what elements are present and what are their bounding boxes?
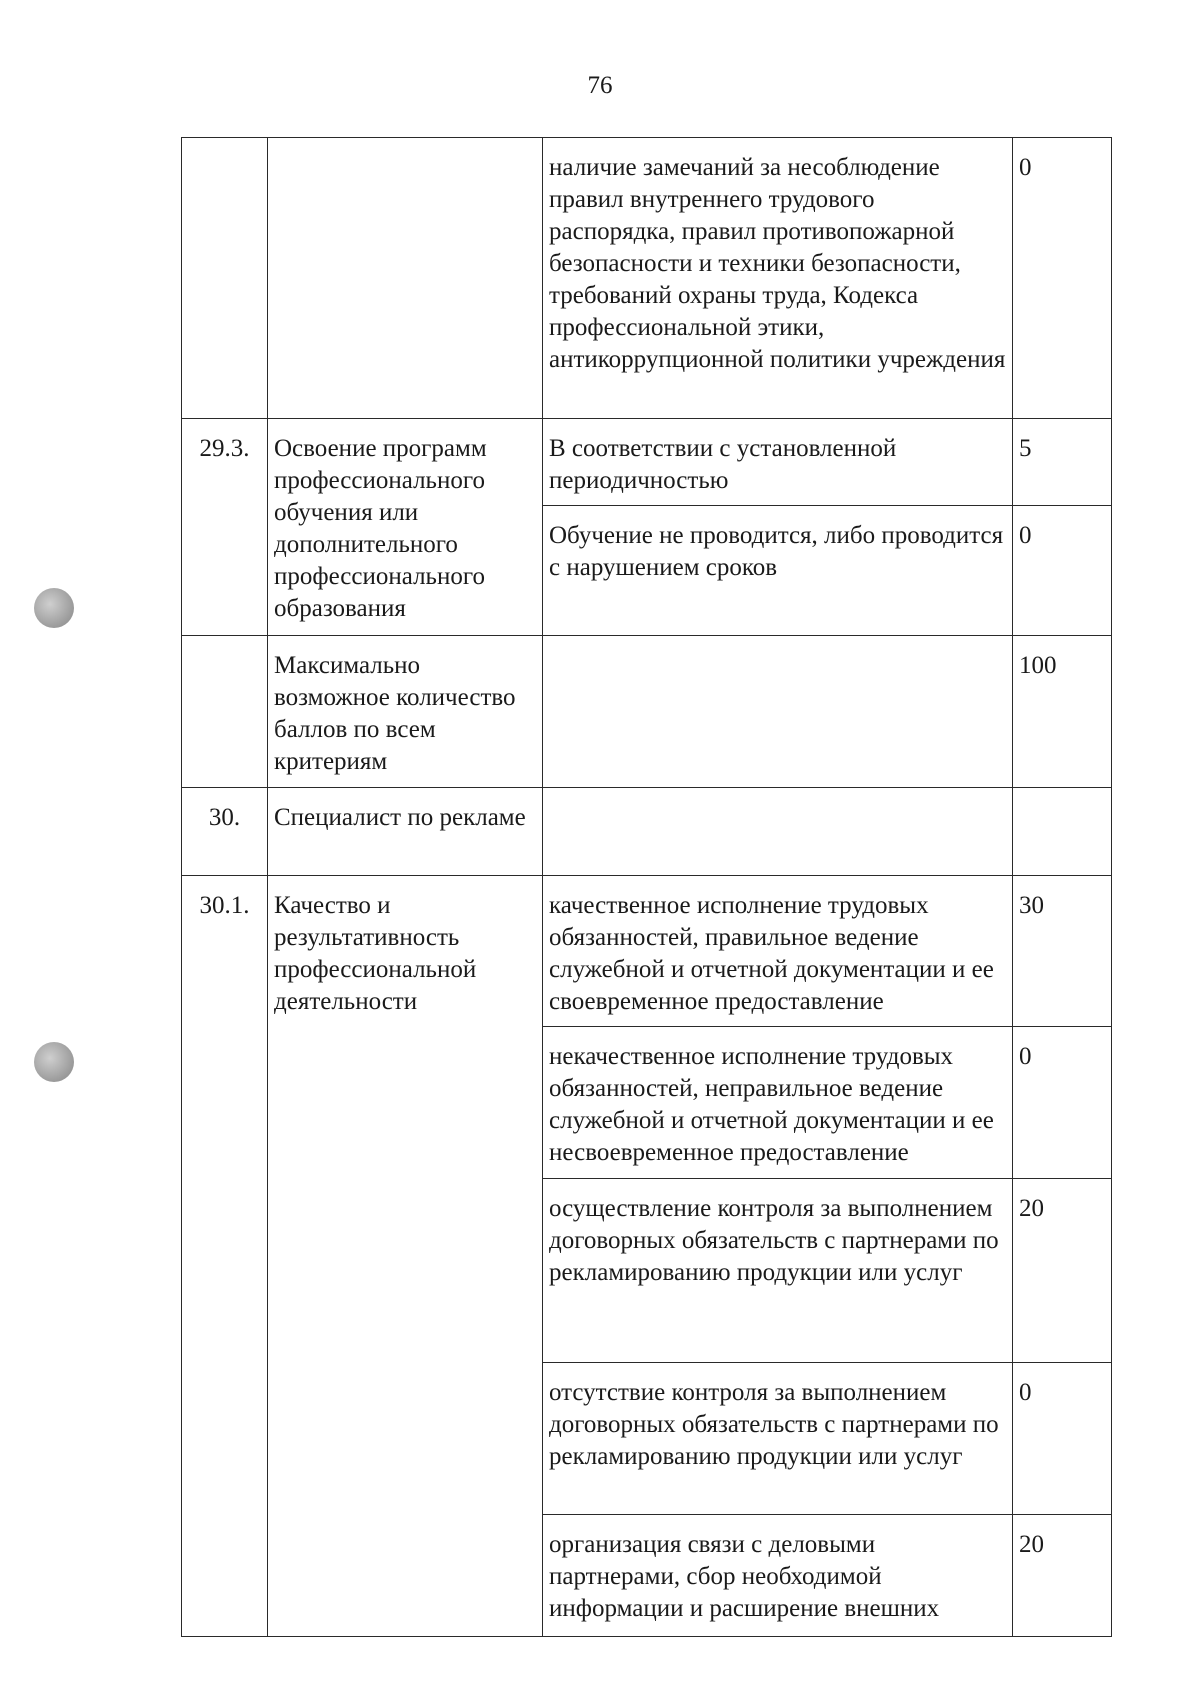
criterion-score: 0: [1013, 506, 1112, 636]
criterion-score: 100: [1013, 636, 1112, 788]
table-row: [182, 419, 1112, 506]
table-row: [182, 788, 1112, 876]
criterion-score: [1013, 788, 1112, 876]
criterion-description: Обучение не проводится, либо проводится с нарушением сроков: [543, 506, 1013, 636]
criterion-description: качественное исполнение трудовых обязанностей, правильное ведение служебной и отчетной документации и ее своевременное предоставление: [543, 876, 1013, 1027]
table-row: [182, 138, 1112, 419]
criterion-description: отсутствие контроля за выполнением договорных обязательств с партнерами по рекламированию продукции или услуг: [543, 1363, 1013, 1515]
criterion-description: [543, 788, 1013, 876]
criterion-description: осуществление контроля за выполнением договорных обязательств с партнерами по рекламированию продукции или услуг: [543, 1179, 1013, 1363]
row-number: [182, 636, 268, 788]
criterion-description: наличие замечаний за несоблюдение правил внутреннего трудового распорядка, правил противопожарной безопасности и техники безопасности, требований охраны труда, Кодекса профессиональной этики, антикоррупционной политики учреждения: [543, 138, 1013, 419]
binder-hole: [34, 588, 74, 628]
page-number: 76: [587, 72, 613, 99]
criterion-description: организация связи с деловыми партнерами, сбор необходимой информации и расширение внешних: [543, 1515, 1013, 1637]
row-number: 30.1.: [182, 876, 268, 1637]
table-row: [182, 876, 1112, 1027]
criterion-score: 5: [1013, 419, 1112, 506]
binder-hole: [34, 1042, 74, 1082]
table-row: [182, 636, 1112, 788]
row-number: 29.3.: [182, 419, 268, 636]
criterion-score: 0: [1013, 1363, 1112, 1515]
criteria-table: [181, 137, 1112, 1637]
criterion-description: [543, 636, 1013, 788]
criterion-description: В соответствии с установленной периодичностью: [543, 419, 1013, 506]
row-number: [182, 138, 268, 419]
criterion-name: Максимально возможное количество баллов по всем критериям: [268, 636, 543, 788]
criterion-score: 20: [1013, 1515, 1112, 1637]
criterion-name: Специалист по рекламе: [268, 788, 543, 876]
criterion-name: [268, 138, 543, 419]
criterion-score: 20: [1013, 1179, 1112, 1363]
criterion-name: Освоение программ профессионального обучения или дополнительного профессионального образования: [268, 419, 543, 636]
criterion-description: некачественное исполнение трудовых обязанностей, неправильное ведение служебной и отчетной документации и ее несвоевременное предоставление: [543, 1027, 1013, 1179]
criterion-score: 0: [1013, 138, 1112, 419]
criterion-score: 30: [1013, 876, 1112, 1027]
row-number: 30.: [182, 788, 268, 876]
criterion-score: 0: [1013, 1027, 1112, 1179]
criterion-name: Качество и результативность профессиональной деятельности: [268, 876, 543, 1637]
